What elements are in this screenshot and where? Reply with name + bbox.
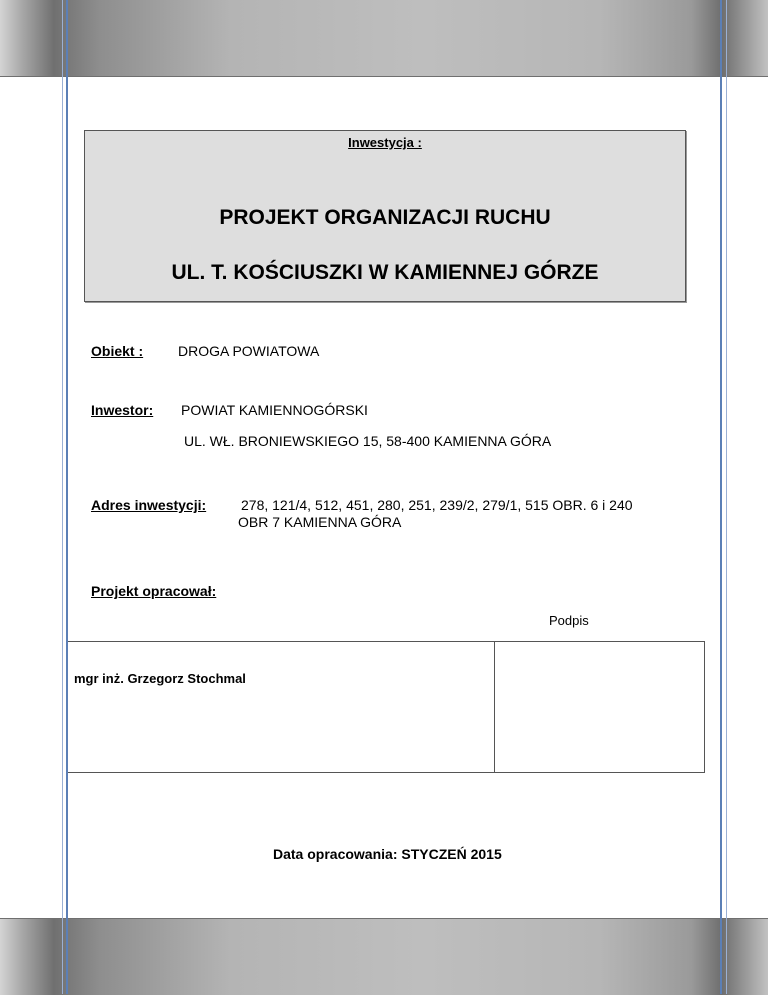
right-border-line [720, 0, 722, 994]
investment-address-line2: OBR 7 KAMIENNA GÓRA [238, 514, 402, 530]
investment-label: Inwestycja : [348, 135, 422, 150]
object-label: Obiekt : [91, 343, 144, 359]
designer-name: mgr inż. Grzegorz Stochmal [74, 671, 246, 686]
footer-decorative-bar [0, 918, 768, 995]
investor-name: POWIAT KAMIENNOGÓRSKI [181, 402, 368, 418]
header-decorative-bar [0, 0, 768, 77]
left-border-line [66, 0, 68, 994]
object-value: DROGA POWIATOWA [178, 343, 320, 359]
investment-address-line1: 278, 121/4, 512, 451, 280, 251, 239/2, 279/1, 515 OBR. 6 i 240 [241, 497, 633, 513]
investment-address-label: Adres inwestycji: [91, 497, 207, 513]
project-title: PROJEKT ORGANIZACJI RUCHU [219, 206, 551, 229]
signature-table [68, 641, 705, 773]
prepared-by-label: Projekt opracował: [91, 583, 217, 599]
signature-table-divider [494, 641, 495, 772]
preparation-date: Data opracowania: STYCZEŃ 2015 [273, 846, 502, 862]
investor-address: UL. WŁ. BRONIEWSKIEGO 15, 58-400 KAMIENNA GÓRA [184, 433, 552, 449]
investor-label: Inwestor: [91, 402, 154, 418]
signature-label: Podpis [549, 613, 589, 628]
project-subtitle: UL. T. KOŚCIUSZKI W KAMIENNEJ GÓRZE [171, 261, 599, 284]
left-border-line-outer [62, 0, 63, 994]
title-box [84, 130, 686, 302]
right-border-line-outer [726, 0, 727, 994]
